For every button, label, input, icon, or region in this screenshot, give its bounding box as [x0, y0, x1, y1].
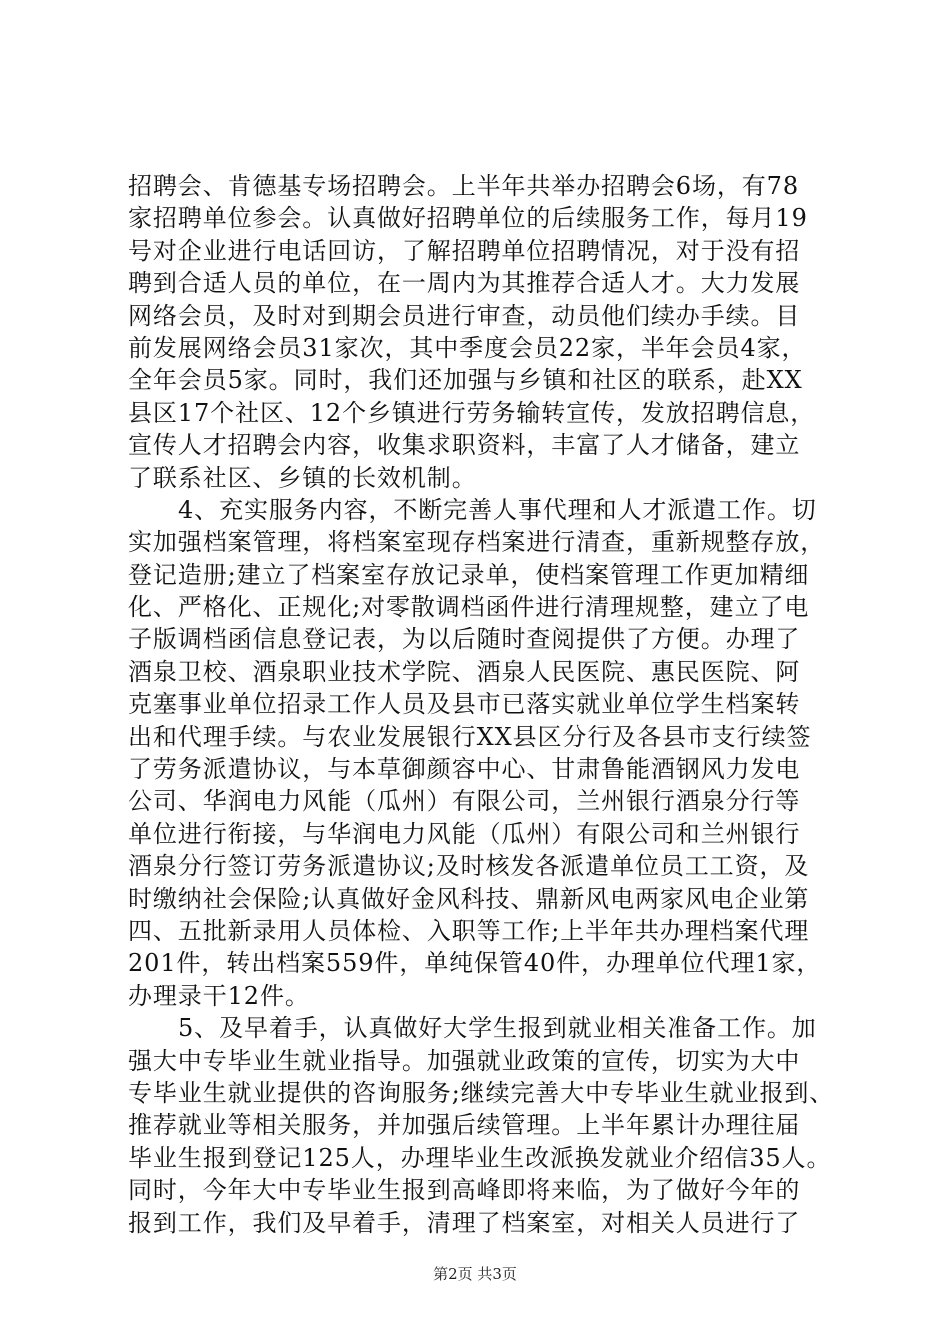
text-line: 出和代理手续。与农业发展银行XX县区分行及各县市支行续签 [128, 722, 812, 751]
document-body [128, 170, 838, 1239]
text-line: 克塞事业单位招录工作人员及县市已落实就业单位学生档案转 [128, 690, 801, 719]
text-line: 招聘会、肯德基专场招聘会。上半年共举办招聘会6场，有78 [128, 172, 800, 200]
text-line: 宣传人才招聘会内容，收集求职资料，丰富了人才储备，建立 [128, 431, 801, 460]
text-line: 单位进行衔接，与华润电力风能（瓜州）有限公司和兰州银行 [128, 819, 801, 848]
text-line: 了联系社区、乡镇的长效机制。 [128, 463, 477, 492]
page-footer: 第2页 共3页 [433, 1265, 517, 1283]
text-line: 酒泉分行签订劳务派遣协议;及时核发各派遣单位员工工资，及 [128, 852, 810, 881]
text-line: 了劳务派遣协议，与本草御颜容中心、甘肃鲁能酒钢风力发电 [128, 755, 801, 784]
text-line: 全年会员5家。同时，我们还加强与乡镇和社区的联系，赴XX [128, 366, 803, 395]
text-line: 时缴纳社会保险;认真做好金风科技、鼎新风电两家风电企业第 [128, 884, 810, 913]
text-line: 酒泉卫校、酒泉职业技术学院、酒泉人民医院、惠民医院、阿 [128, 657, 801, 686]
text-line: 子版调档函信息登记表，为以后随时查阅提供了方便。办理了 [128, 625, 801, 654]
text-line: 网络会员，及时对到期会员进行审查，动员他们续办手续。目 [128, 301, 801, 330]
text-line: 聘到合适人员的单位，在一周内为其推荐合适人才。大力发展 [128, 269, 801, 298]
text-line: 号对企业进行电话回访，了解招聘单位招聘情况，对于没有招 [128, 236, 801, 265]
text-line: 推荐就业等相关服务，并加强后续管理。上半年累计办理往届 [128, 1111, 801, 1140]
text-line: 201件，转出档案559件，单纯保管40件，办理单位代理1家， [128, 949, 822, 978]
text-line: 办理录干12件。 [128, 981, 310, 1010]
text-line: 同时，今年大中专毕业生报到高峰即将来临，为了做好今年的 [128, 1176, 801, 1205]
text-line: 强大中专毕业生就业指导。加强就业政策的宣传，切实为大中 [128, 1046, 801, 1075]
text-line: 4、充实服务内容，不断完善人事代理和人才派遣工作。切 [178, 495, 817, 524]
text-line: 四、五批新录用人员体检、入职等工作;上半年共办理档案代理 [128, 916, 810, 945]
text-line: 5、及早着手，认真做好大学生报到就业相关准备工作。加 [178, 1014, 817, 1043]
text-line: 报到工作，我们及早着手，清理了档案室，对相关人员进行了 [128, 1208, 801, 1237]
text-line: 化、严格化、正规化;对零散调档函件进行清理规整，建立了电 [128, 593, 810, 622]
text-line: 家招聘单位参会。认真做好招聘单位的后续服务工作，每月19 [128, 204, 808, 233]
text-line: 县区17个社区、12个乡镇进行劳务输转宣传，发放招聘信息， [128, 398, 816, 427]
text-line: 登记造册;建立了档案室存放记录单，使档案管理工作更加精细 [128, 560, 810, 589]
text-line: 前发展网络会员31家次，其中季度会员22家，半年会员4家， [128, 333, 807, 362]
text-line: 公司、华润电力风能（瓜州）有限公司，兰州银行酒泉分行等 [128, 787, 801, 816]
text-line: 专毕业生就业提供的咨询服务;继续完善大中专毕业生就业报到、 [128, 1078, 835, 1107]
text-line: 毕业生报到登记125人，办理毕业生改派换发就业介绍信35人。 [128, 1143, 832, 1172]
text-line: 实加强档案管理，将档案室现存档案进行清查，重新规整存放， [128, 528, 826, 557]
